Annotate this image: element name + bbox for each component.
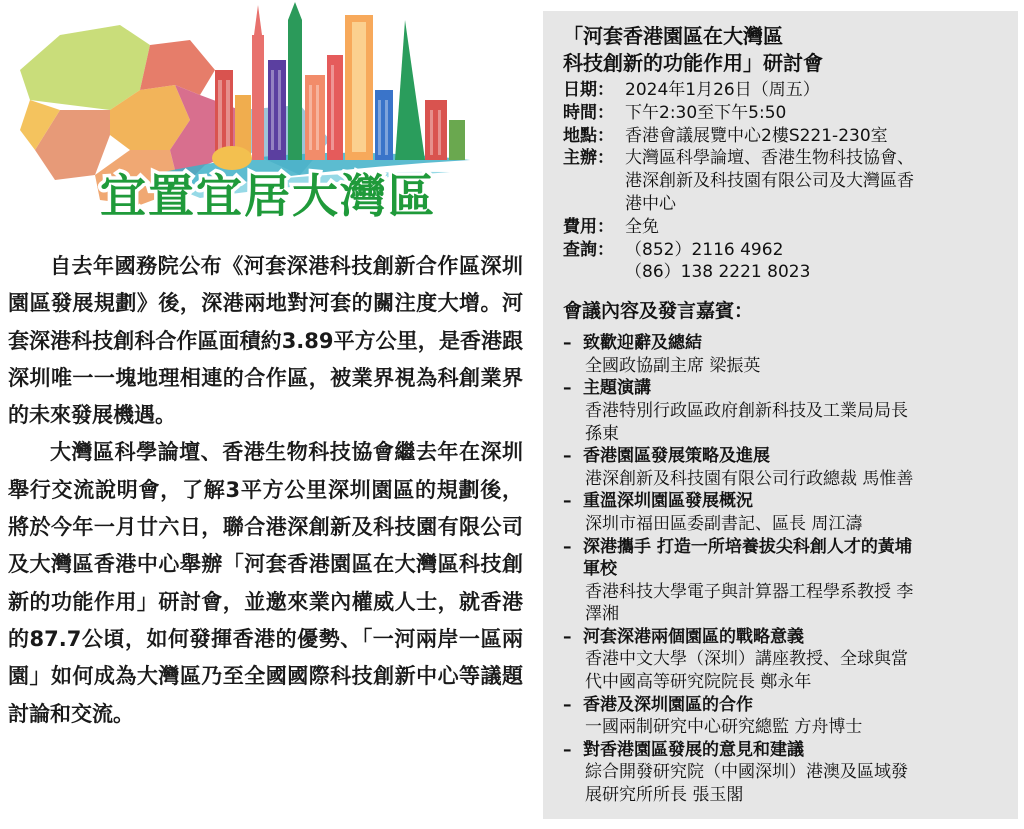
seminar-title-line: 科技創新的功能作用」研討會 xyxy=(563,51,823,75)
program-topic: 深港攜手 打造一所培養拔尖科創人才的黃埔 xyxy=(583,536,912,557)
program-topic: 軍校 xyxy=(583,559,617,580)
program-item-body xyxy=(583,694,1000,739)
dash-bullet: – xyxy=(563,694,572,715)
program-topic: 香港園區發展策略及進展 xyxy=(583,446,770,467)
fee-row xyxy=(563,216,1000,239)
program-topic: 香港及深圳園區的合作 xyxy=(583,694,753,715)
dash-bullet: – xyxy=(563,626,572,647)
time-row xyxy=(563,102,1000,125)
enquiry-label: 查詢： xyxy=(563,239,614,260)
program-item-body xyxy=(583,445,1000,490)
enquiry-value xyxy=(625,239,1000,285)
banner xyxy=(0,0,530,235)
program-item xyxy=(563,332,1000,377)
dash-bullet: – xyxy=(563,536,572,557)
article-paragraph: 大灣區科學論壇、香港生物科技協會繼去年在深圳舉行交流說明會，了解3平方公里深圳園區的規劃後，將於今年一月廿六日，聯合港深創新及科技園有限公司及大灣區香港中心舉辦「河套香港園區在大灣區科技創新的功能作用」研討會，並邀來業內權威人士，就香港的87.7公頃，如何發揮香港的優勢、「一河兩岸一區兩園」如何成為大灣區乃至全國國際科技創新中心等議題討論和交流。 xyxy=(8,440,523,726)
program-heading: 會議內容及發言嘉賓： xyxy=(563,300,754,323)
article-body xyxy=(8,248,523,733)
program-speaker: 香港科技大學電子與計算器工程學系教授 李 xyxy=(585,581,914,602)
dash-bullet: – xyxy=(563,446,572,467)
seminar-info-box xyxy=(543,11,1018,819)
venue-row xyxy=(563,125,1000,148)
program-topic: 致歡迎辭及總結 xyxy=(583,333,702,354)
program-speaker: 澤湘 xyxy=(585,604,619,625)
program-speaker: 一國兩制研究中心研究總監 方舟博士 xyxy=(585,717,863,738)
fee-value: 全免 xyxy=(625,216,659,237)
program-speaker: 綜合開發研究院（中國深圳）港澳及區域發 xyxy=(585,762,908,783)
article-paragraph: 自去年國務院公布《河套深港科技創新合作區深圳園區發展規劃》後，深港兩地對河套的關注度大增。河套深港科技創科合作區面積約3.89平方公里，是香港跟深圳唯一一塊地理相連的合作區，被業界視為科創業界的未來發展機遇。 xyxy=(8,254,523,428)
date-label: 日期： xyxy=(563,80,614,100)
program-item xyxy=(563,445,1000,490)
seminar-title-line: 「河套香港園區在大灣區 xyxy=(563,24,783,48)
dash-bullet: – xyxy=(563,378,572,399)
program-speaker: 港深創新及科技園有限公司行政總裁 馬惟善 xyxy=(585,468,914,489)
time-value: 下午2:30至下午5:50 xyxy=(625,102,787,123)
organizer-value xyxy=(625,147,1000,215)
program-topic: 重溫深圳園區發展概況 xyxy=(583,491,753,512)
banner-title: 宜置宜居大灣區 xyxy=(100,169,436,223)
program-topic: 河套深港兩個園區的戰略意義 xyxy=(583,626,804,647)
date-value: 2024年1月26日（周五） xyxy=(625,80,820,100)
program-topic: 對香港園區發展的意見和建議 xyxy=(583,739,804,760)
dash-bullet: – xyxy=(563,739,572,760)
program-speaker: 展研究所所長 張玉閣 xyxy=(585,785,744,806)
program-item xyxy=(563,739,1000,807)
program-speaker: 深圳市福田區委副書記、區長 周江濤 xyxy=(585,513,863,534)
program-item xyxy=(563,536,1000,626)
dash-bullet: – xyxy=(563,333,572,354)
venue-label: 地點： xyxy=(563,125,614,146)
program-speaker: 孫東 xyxy=(585,423,619,444)
time-label: 時間： xyxy=(563,102,614,123)
enquiry-phone: （86）138 2221 8023 xyxy=(625,262,811,283)
program-item xyxy=(563,377,1000,445)
organizer-row xyxy=(563,147,1000,215)
program-speaker: 代中國高等研究院院長 鄭永年 xyxy=(585,672,812,693)
program-item-body xyxy=(583,332,1000,377)
venue-value: 香港會議展覽中心2樓S221-230室 xyxy=(625,125,888,146)
program-item-body xyxy=(583,739,1000,807)
program-list xyxy=(563,332,1000,806)
program-item-body xyxy=(583,626,1000,694)
program-item xyxy=(563,694,1000,739)
program-item xyxy=(563,490,1000,535)
program-item-body xyxy=(583,377,1000,445)
program-topic: 主題演講 xyxy=(583,378,651,399)
organizer-label: 主辦： xyxy=(563,148,614,169)
dash-bullet: – xyxy=(563,491,572,512)
enquiry-row xyxy=(563,239,1000,285)
program-speaker: 香港特別行政區政府創新科技及工業局局長 xyxy=(585,400,908,421)
program-item-body xyxy=(583,536,1000,626)
organizer-line: 港深創新及科技園有限公司及大灣區香 xyxy=(625,171,914,192)
organizer-line: 港中心 xyxy=(625,193,676,214)
program-speaker: 香港中文大學（深圳）講座教授、全球與當 xyxy=(585,649,908,670)
organizer-line: 大灣區科學論壇、香港生物科技協會、 xyxy=(625,148,914,169)
program-item-body xyxy=(583,490,1000,535)
fee-label: 費用： xyxy=(563,216,614,237)
program-speaker: 全國政協副主席 梁振英 xyxy=(585,355,761,376)
date-row xyxy=(563,79,1000,102)
enquiry-phone: （852）2116 4962 xyxy=(625,239,784,260)
program-item xyxy=(563,626,1000,694)
